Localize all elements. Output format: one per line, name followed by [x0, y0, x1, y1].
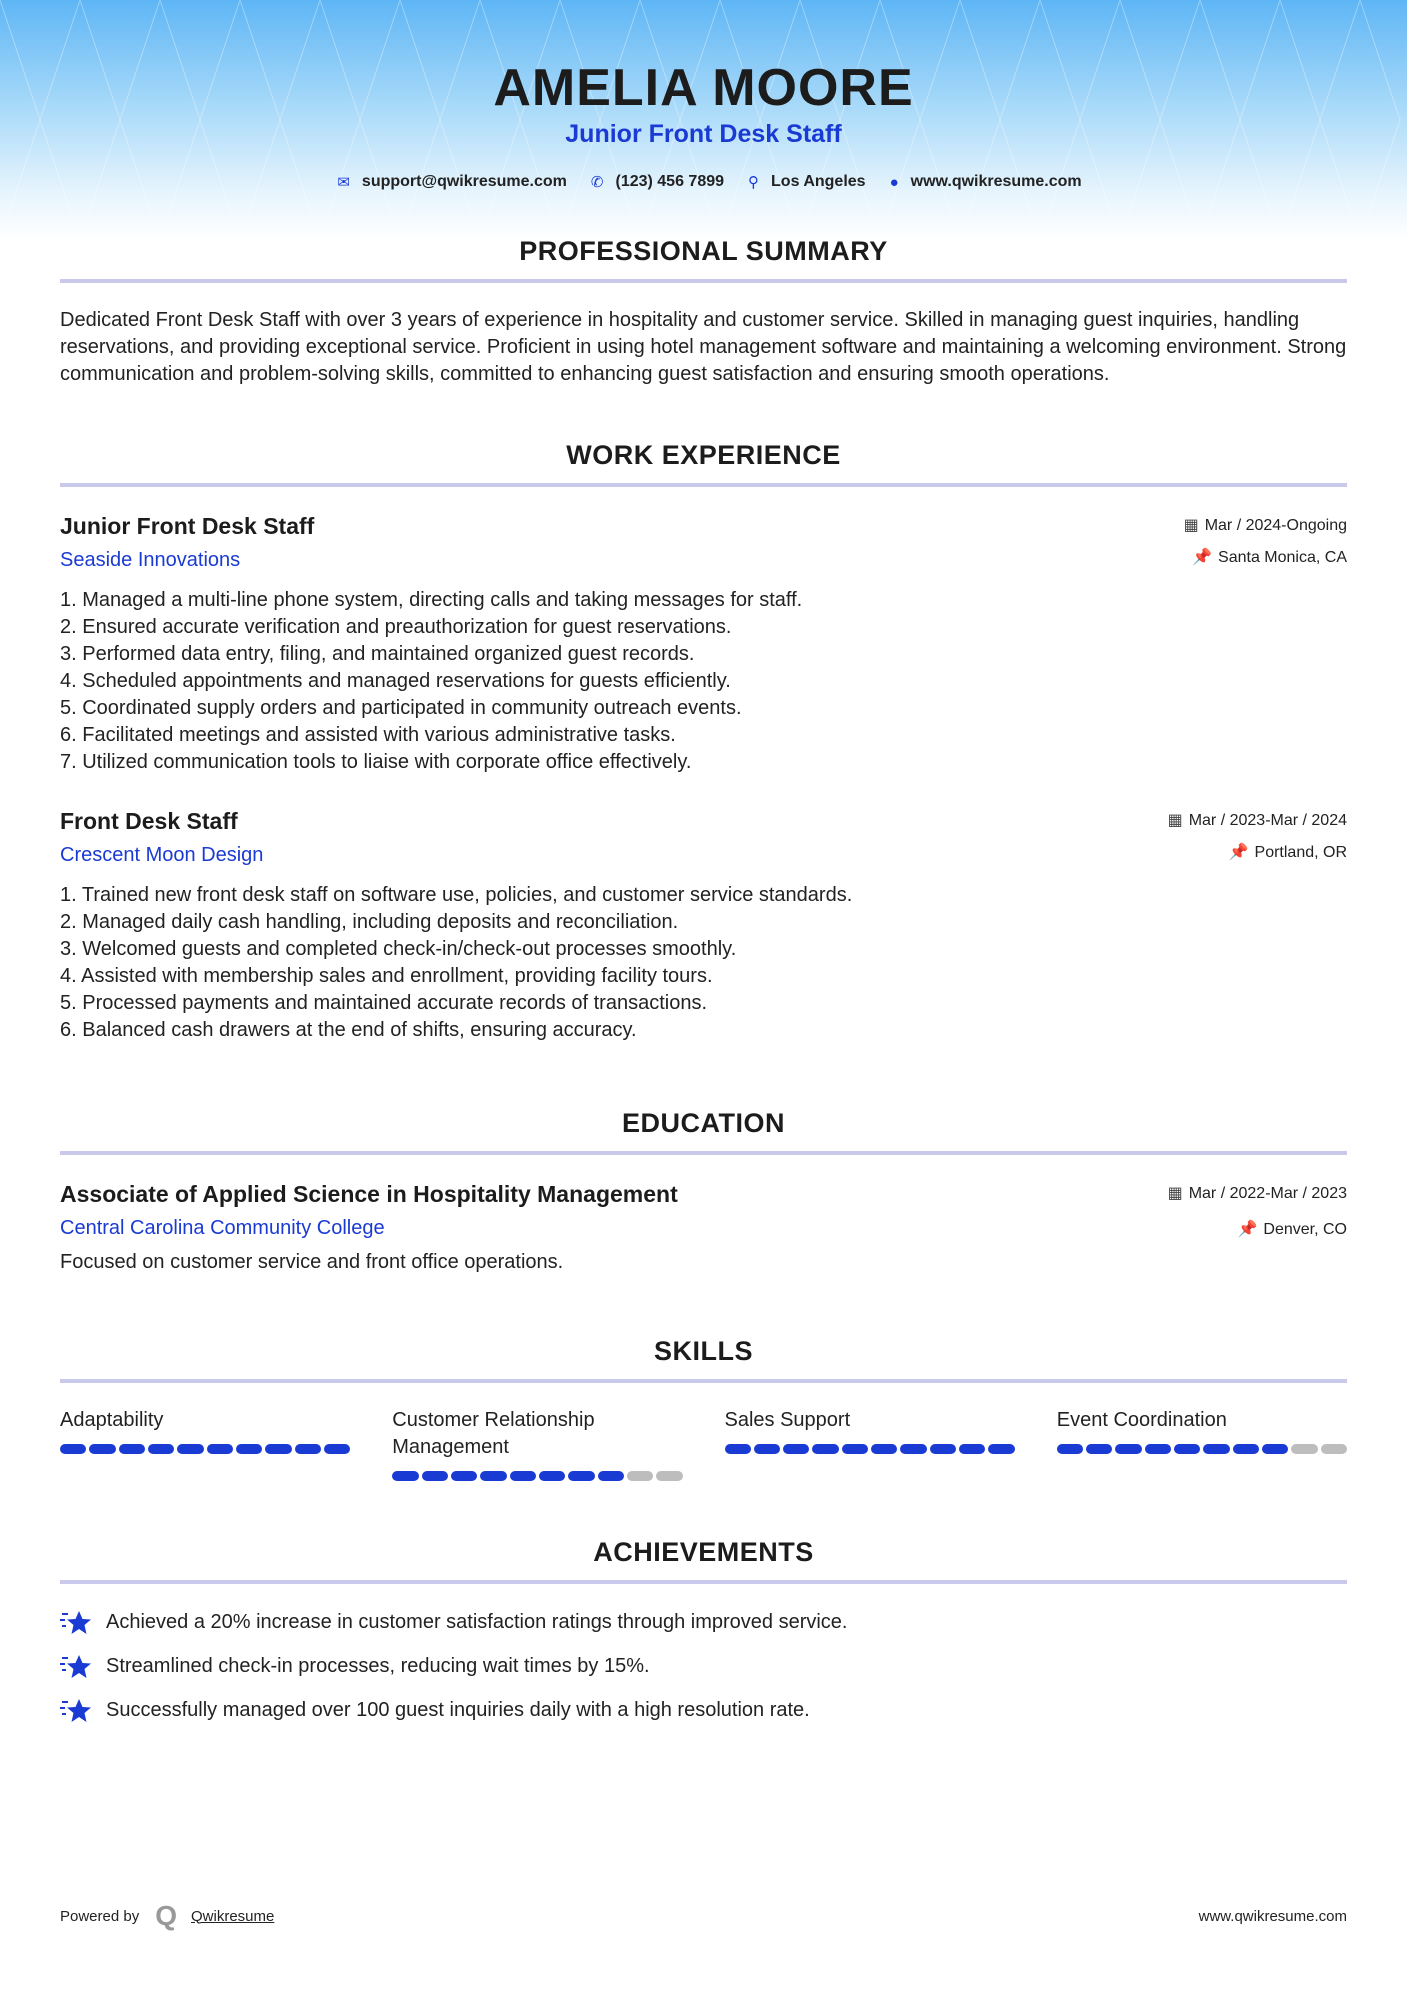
duty-item: 1. Managed a multi-line phone system, directing calls and taking messages for staff. — [60, 589, 803, 611]
skill-level-segment — [754, 1444, 780, 1454]
footer-website[interactable]: www.qwikresume.com — [1198, 1907, 1347, 1925]
achievements-heading: ACHIEVEMENTS — [60, 1537, 1347, 1584]
company-name: Crescent Moon Design — [60, 844, 264, 866]
star-icon — [60, 1696, 92, 1724]
skill-level-segment — [265, 1444, 291, 1454]
job-duties — [60, 587, 1347, 776]
skill-name: Event Coordination — [1056, 1409, 1227, 1431]
powered-by-label: Powered by — [60, 1907, 140, 1925]
skill-level-segment — [451, 1471, 477, 1481]
website-link[interactable]: www.qwikresume.com — [910, 173, 1082, 190]
phone-text: (123) 456 7899 — [615, 173, 725, 190]
education-heading: EDUCATION — [60, 1108, 1347, 1155]
skill-level-segment — [1233, 1444, 1259, 1454]
skill-name: Adaptability — [60, 1409, 164, 1431]
pin-icon: 📌 — [1228, 844, 1249, 861]
skill-level-segment — [422, 1471, 448, 1481]
achievement-item — [60, 1608, 1347, 1636]
education-dates — [1168, 1183, 1347, 1203]
skill-level-segment — [812, 1444, 838, 1454]
brand-link[interactable]: Qwikresume — [191, 1907, 275, 1925]
summary-heading: PROFESSIONAL SUMMARY — [60, 236, 1347, 283]
skill-level-segment — [783, 1444, 809, 1454]
achievement-item — [60, 1696, 1347, 1724]
star-icon — [60, 1608, 92, 1636]
skill-level-segment — [236, 1444, 262, 1454]
skills-heading: SKILLS — [60, 1336, 1347, 1383]
duty-item: 4. Assisted with membership sales and enrollment, providing facility tours. — [60, 965, 713, 987]
experience-heading: WORK EXPERIENCE — [60, 440, 1347, 487]
location-text: Denver, CO — [1263, 1221, 1347, 1238]
skill-level-segment — [539, 1471, 565, 1481]
email-link[interactable]: support@qwikresume.com — [361, 173, 567, 190]
skill-item — [392, 1407, 682, 1481]
skill-level-segment — [119, 1444, 145, 1454]
candidate-title: Junior Front Desk Staff — [565, 120, 842, 148]
star-icon — [60, 1652, 92, 1680]
skill-level-segment — [842, 1444, 868, 1454]
calendar-icon: ▦ — [1167, 1185, 1183, 1202]
duty-item: 6. Balanced cash drawers at the end of shifts, ensuring accuracy. — [60, 1019, 637, 1041]
calendar-icon: ▦ — [1183, 517, 1199, 534]
location-text: Portland, OR — [1254, 844, 1347, 861]
duty-item: 5. Coordinated supply orders and participated in community outreach events. — [60, 697, 742, 719]
skill-level-segment — [725, 1444, 751, 1454]
envelope-icon: ✉ — [337, 174, 350, 191]
pin-icon: 📌 — [1192, 549, 1213, 566]
skill-level-bar — [1057, 1444, 1347, 1454]
duty-item: 5. Processed payments and maintained accurate records of transactions. — [60, 992, 708, 1014]
skill-level-segment — [392, 1471, 418, 1481]
contact-row — [0, 173, 1407, 191]
skill-level-segment — [510, 1471, 536, 1481]
skill-name: Sales Support — [724, 1409, 851, 1431]
skill-level-segment — [871, 1444, 897, 1454]
skill-level-segment — [1291, 1444, 1317, 1454]
skill-level-segment — [656, 1471, 682, 1481]
skill-level-bar — [725, 1444, 1015, 1454]
pin-icon: 📌 — [1237, 1221, 1258, 1238]
resume-body — [60, 236, 1347, 1740]
phone-icon: ✆ — [590, 174, 604, 191]
skill-level-segment — [148, 1444, 174, 1454]
globe-icon: ● — [889, 173, 899, 191]
skill-level-segment — [207, 1444, 233, 1454]
skill-level-segment — [1262, 1444, 1288, 1454]
skill-level-bar — [392, 1471, 682, 1481]
location-text: Los Angeles — [771, 173, 866, 190]
skill-level-segment — [1086, 1444, 1112, 1454]
qwikresume-logo-icon: Q — [155, 1900, 177, 1931]
skill-item — [725, 1407, 1015, 1481]
skill-level-segment — [988, 1444, 1014, 1454]
achievement-item — [60, 1652, 1347, 1680]
skill-level-segment — [1115, 1444, 1141, 1454]
calendar-icon: ▦ — [1167, 812, 1183, 829]
job-entry — [60, 511, 1347, 776]
skill-level-segment — [598, 1471, 624, 1481]
dates-text: Mar / 2024-Ongoing — [1204, 517, 1347, 534]
duty-item: 2. Managed daily cash handling, including deposits and reconciliation. — [60, 911, 679, 933]
degree-title: Associate of Applied Science in Hospitality Management — [60, 1181, 678, 1207]
skill-item — [1057, 1407, 1347, 1481]
skill-level-segment — [1203, 1444, 1229, 1454]
skill-item — [60, 1407, 350, 1481]
summary-text: Dedicated Front Desk Staff with over 3 years of experience in hospitality and customer service. Skilled in managing guest inquiries, handling reservations, and providing exceptional service. Proficient in using hotel management software and maintaining a welcoming environment. Strong communication and problem-solving skills, committed to enhancing guest satisfaction and ensuring smooth operations. — [60, 309, 1347, 385]
job-dates — [1168, 810, 1347, 830]
achievements-list — [60, 1608, 1347, 1724]
skill-level-segment — [480, 1471, 506, 1481]
education-entry — [60, 1179, 1347, 1276]
skill-level-segment — [627, 1471, 653, 1481]
skill-level-segment — [900, 1444, 926, 1454]
duty-item: 3. Welcomed guests and completed check-in/check-out processes smoothly. — [60, 938, 737, 960]
job-title: Front Desk Staff — [60, 808, 238, 834]
achievement-text: Streamlined check-in processes, reducing wait times by 15%. — [106, 1654, 650, 1677]
job-dates — [1184, 515, 1347, 535]
job-location — [1229, 842, 1347, 862]
company-name: Seaside Innovations — [60, 549, 241, 571]
dates-text: Mar / 2022-Mar / 2023 — [1188, 1185, 1347, 1202]
school-name: Central Carolina Community College — [60, 1217, 385, 1239]
job-title: Junior Front Desk Staff — [60, 513, 315, 539]
education-location — [1237, 1219, 1347, 1239]
skill-level-bar — [60, 1444, 350, 1454]
achievement-text: Achieved a 20% increase in customer satisfaction ratings through improved service. — [106, 1610, 848, 1633]
duty-item: 4. Scheduled appointments and managed reservations for guests efficiently. — [60, 670, 731, 692]
skill-level-segment — [568, 1471, 594, 1481]
job-entry — [60, 806, 1347, 1044]
skill-level-segment — [60, 1444, 86, 1454]
duty-item: 7. Utilized communication tools to liaise with corporate office effectively. — [60, 751, 692, 773]
skill-level-segment — [1174, 1444, 1200, 1454]
skill-level-segment — [89, 1444, 115, 1454]
skill-name: Customer Relationship Management — [392, 1409, 595, 1458]
header-banner — [0, 0, 1407, 240]
skill-level-segment — [1145, 1444, 1171, 1454]
duty-item: 1. Trained new front desk staff on software use, policies, and customer service standards. — [60, 884, 853, 906]
skill-level-segment — [177, 1444, 203, 1454]
job-duties — [60, 882, 1347, 1044]
skill-level-segment — [1057, 1444, 1083, 1454]
duty-item: 3. Performed data entry, filing, and maintained organized guest records. — [60, 643, 695, 665]
footer — [60, 1900, 1347, 1932]
education-description: Focused on customer service and front office operations. — [60, 1251, 564, 1273]
skill-level-segment — [324, 1444, 350, 1454]
skill-level-segment — [1321, 1444, 1347, 1454]
dates-text: Mar / 2023-Mar / 2024 — [1188, 812, 1347, 829]
achievement-text: Successfully managed over 100 guest inquiries daily with a high resolution rate. — [106, 1698, 810, 1721]
skill-level-segment — [959, 1444, 985, 1454]
skill-level-segment — [295, 1444, 321, 1454]
duty-item: 6. Facilitated meetings and assisted with various administrative tasks. — [60, 724, 676, 746]
duty-item: 2. Ensured accurate verification and preauthorization for guest reservations. — [60, 616, 732, 638]
skills-grid — [60, 1407, 1347, 1481]
location-text: Santa Monica, CA — [1218, 549, 1347, 566]
job-location — [1192, 547, 1347, 567]
candidate-name: AMELIA MOORE — [493, 59, 914, 117]
skill-level-segment — [930, 1444, 956, 1454]
map-pin-icon: ⚲ — [748, 174, 760, 191]
